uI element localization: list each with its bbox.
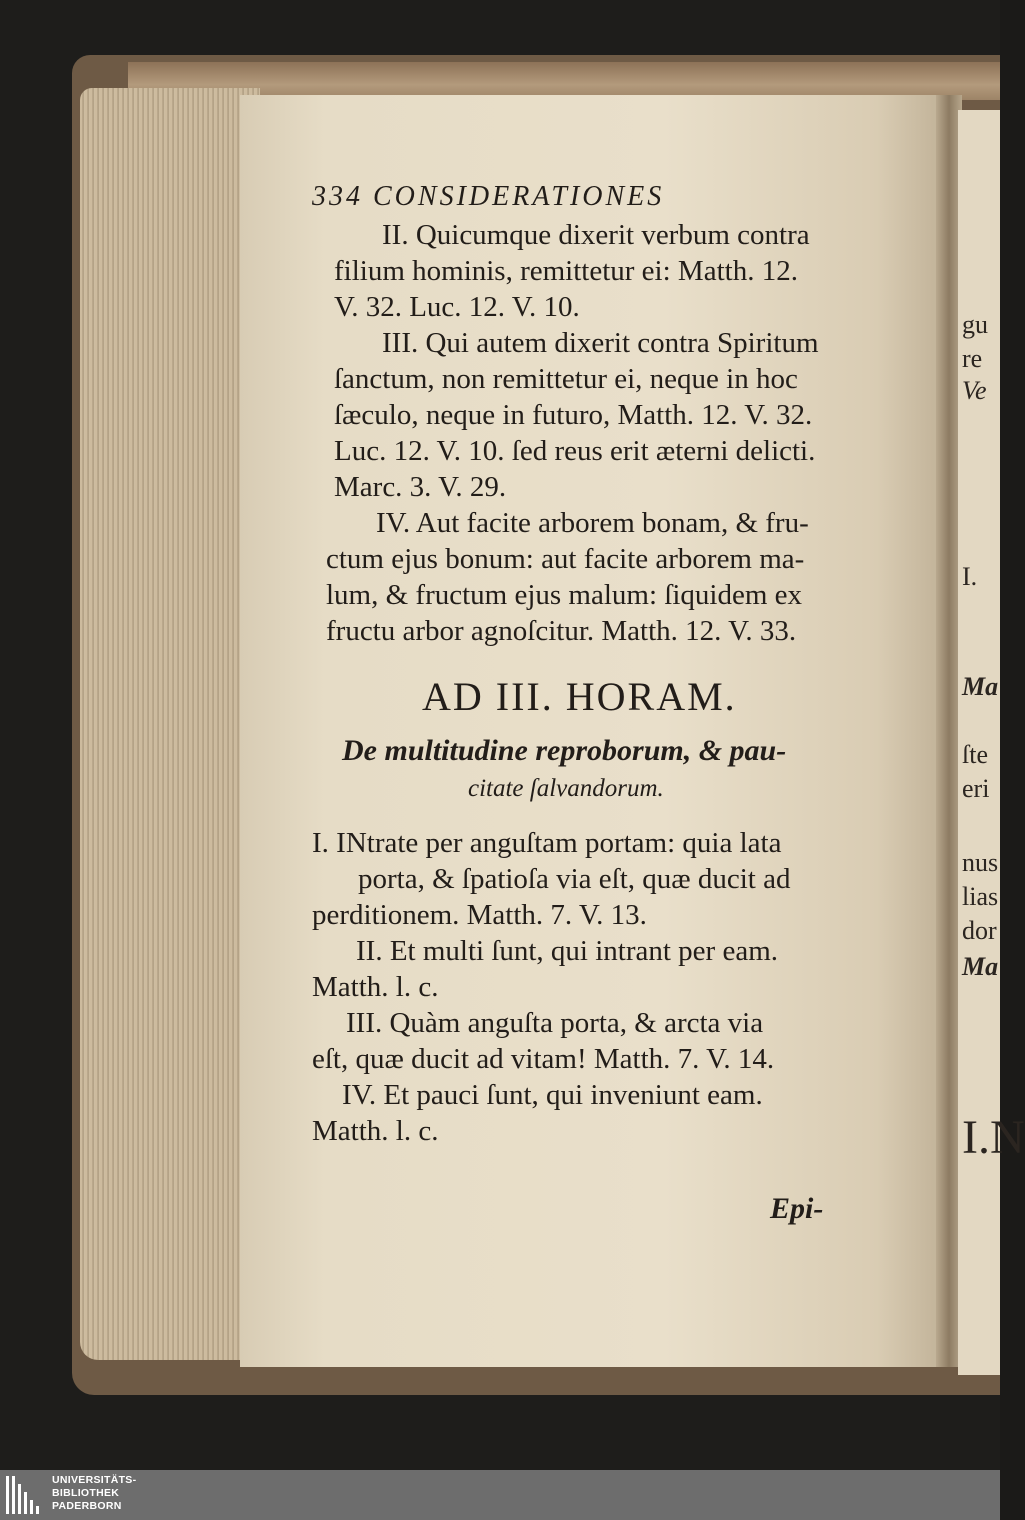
library-name-line: UNIVERSITÄTS- [52,1474,137,1486]
right-fragment: dor [962,916,997,945]
right-fragment: Ve [962,376,987,405]
text-line: IV. Et pauci ſunt, qui inveniunt eam. [342,1079,763,1111]
right-fragment: nus [962,848,999,877]
text-line: ſæculo, neque in futuro, Matth. 12. V. 32. [334,399,813,431]
right-fragment: lias [962,882,999,911]
library-footer [0,1470,1000,1520]
text-line: Matth. l. c. [312,971,439,1003]
catchword: Epi- [770,1192,824,1225]
page-edges [80,88,260,1360]
text-line: IV. Aut facite arborem bonam, & fru- [376,507,809,539]
right-fragment: Ma [962,672,999,701]
text-line: ſanctum, non remittetur ei, neque in hoc [334,363,798,395]
text-line: perditionem. Matth. 7. V. 13. [312,899,647,931]
section-heading: AD III. HORAM. [422,674,737,719]
right-fragment: I.N [962,1111,1025,1164]
right-fragment: eri [962,774,990,803]
text-line: II. Quicumque dixerit verbum contra [382,219,810,251]
text-line: I. INtrate per anguſtam portam: quia lata [312,827,782,859]
text-line: II. Et multi ſunt, qui intrant per eam. [356,935,779,967]
text-line: Matth. l. c. [312,1115,439,1147]
text-line: lum, & fructum ejus malum: ſiquidem ex [326,579,803,611]
text-line: filium hominis, remittetur ei: Matth. 12. [334,255,798,287]
text-line: Marc. 3. V. 29. [334,471,507,503]
right-fragment: I. [962,562,978,591]
right-fragment: re [962,344,983,373]
right-page [958,110,1025,1375]
library-name-line: PADERBORN [52,1500,122,1512]
section-subheading: De multitudine reproborum, & pau- [342,734,787,767]
library-name [52,1474,136,1513]
text-line: III. Qui autem dixerit contra Spiritum [382,327,819,359]
text-line: porta, & ſpatioſa via eſt, quæ ducit ad [358,863,791,895]
text-line: eſt, quæ ducit ad vitam! Matth. 7. V. 14. [312,1043,775,1075]
right-fragment: gu [962,310,988,339]
right-fragment: ſte [962,740,988,769]
text-line: ctum ejus bonum: aut facite arborem ma- [326,543,805,575]
section-subheading: citate ſalvandorum. [468,775,664,802]
running-head: 334 CONSIDERATIONES [312,181,665,212]
library-name-line: BIBLIOTHEK [52,1487,120,1499]
text-line: III. Quàm anguſta porta, & arcta via [346,1007,764,1039]
text-line: V. 32. Luc. 12. V. 10. [334,291,580,323]
right-fragment: Ma [962,952,999,981]
library-logo-icon [6,1476,44,1514]
text-line: fructu arbor agnoſcitur. Matth. 12. V. 33. [326,615,797,647]
text-line: Luc. 12. V. 10. ſed reus erit æterni delicti. [334,435,816,467]
